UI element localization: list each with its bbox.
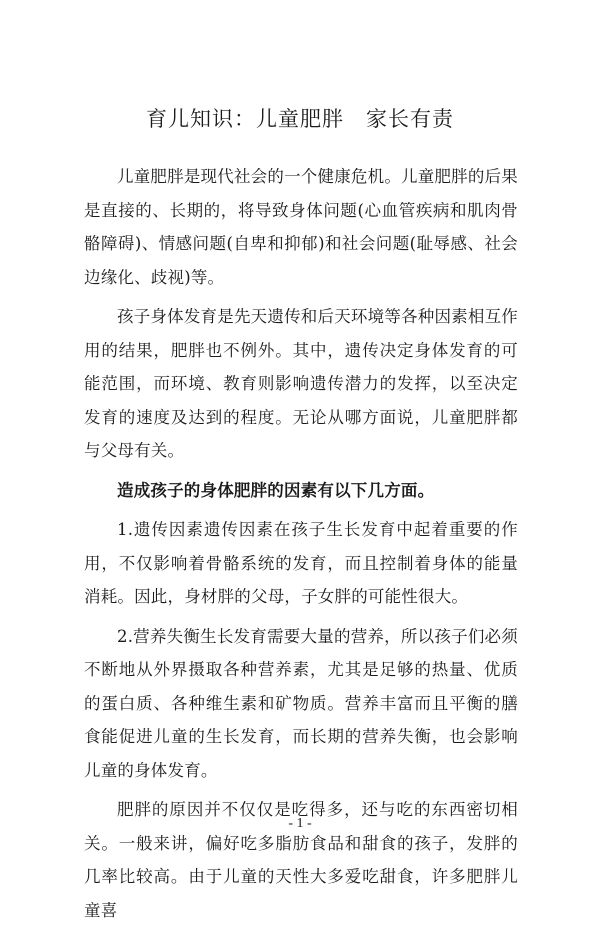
paragraph-development: 孩子身体发育是先天遗传和后天环境等各种因素相互作用的结果，肥胖也不例外。其中，遗传决定身体发育的可能范围，而环境、教育则影响遗传潜力的发挥，以至决定发育的速度及达到的程度。无论从哪方面说，儿童肥胖都与父母有关。 [84,307,518,460]
section-heading: 造成孩子的身体肥胖的因素有以下几方面。 [117,480,435,500]
paragraph-intro: 儿童肥胖是现代社会的一个健康危机。儿童肥胖的后果是直接的、长期的，将导致身体问题(心血管疾病和肌肉骨骼障碍)、情感问题(自卑和抑郁)和社会问题(耻辱感、社会边缘化、歧视)等。 [84,167,518,287]
page-title: 育儿知识：儿童肥胖 家长有责 [146,107,454,131]
paragraph-diet-causes: 肥胖的原因并不仅仅是吃得多，还与吃的东西密切相关。一般来讲，偏好吃多脂肪食品和甜食的孩子，发胖的几率比较高。由于儿童的天性大多爱吃甜食，许多肥胖儿童喜 [84,800,518,920]
document-body [84,160,518,927]
paragraph-genetic-factor: 1.遗传因素遗传因素在孩子生长发育中起着重要的作用，不仅影响着骨骼系统的发育，而且控制着身体的能量消耗。因此，身材胖的父母，子女胖的可能性很大。 [84,520,518,606]
paragraph-nutrition-factor: 2.营养失衡生长发育需要大量的营养，所以孩子们必须不断地从外界摄取各种营养素，尤其是足够的热量、优质的蛋白质、各种维生素和矿物质。营养丰富而且平衡的膳食能促进儿童的生长发育，而长期的营养失衡，也会影响儿童的身体发育。 [84,626,518,780]
page-number: - 1 - [288,816,312,831]
